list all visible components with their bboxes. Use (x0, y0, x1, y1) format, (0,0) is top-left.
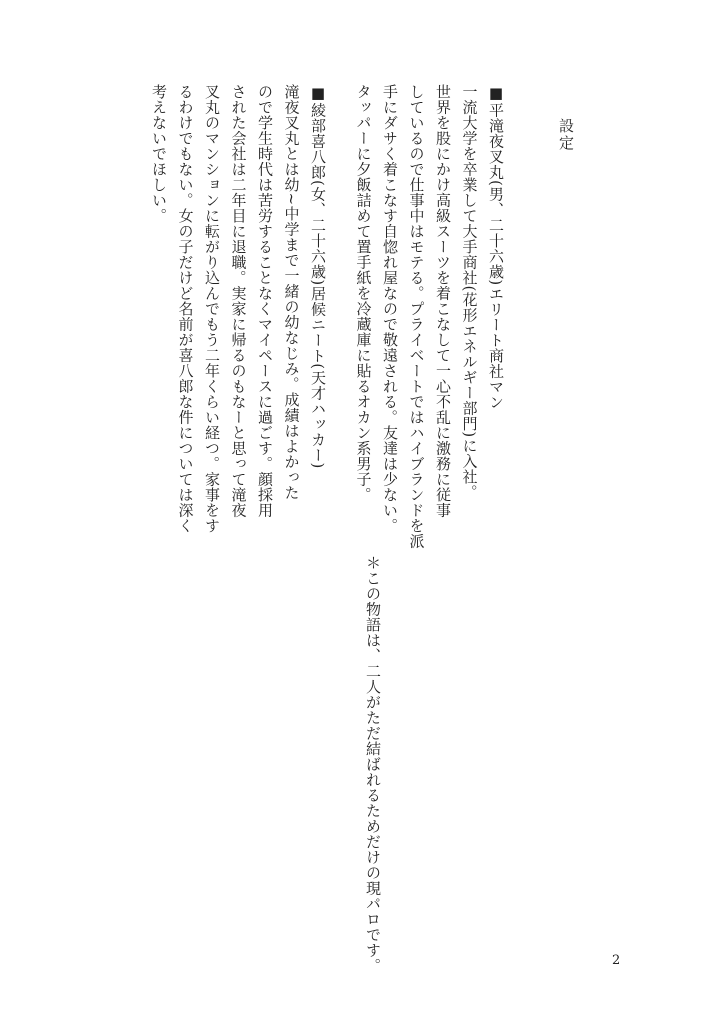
profile-line: 滝夜叉丸とは幼~中学まで一緒の幼なじみ。成績はよかった (282, 84, 301, 501)
profile-line: るわけでもない。女の子だけど名前が喜八郎な件については深く (176, 84, 195, 534)
profile-line: ■平滝夜叉丸(男、二十六歳)エリート商社マン (487, 84, 505, 410)
page-heading: 設定 (557, 118, 575, 152)
profile-line: 考えないでほしい。 (150, 84, 168, 224)
page-number: 2 (612, 953, 621, 968)
profile-line: 一流大学を卒業して大手商社(花形エネルギー部門)に入社。 (460, 84, 479, 500)
profile-line: タッパーに夕飯詰めて置手紙を冷蔵庫に貼るオカン系男子。 (354, 84, 373, 503)
character-profile-kihachiro (146, 84, 332, 534)
profile-line: 叉丸のマンションに転がり込んでもう二年くらい経つ。家事をす (203, 84, 221, 534)
profile-line: ので学生時代は苦労することなくマイペースに過ごす。顔採用 (256, 84, 274, 518)
profile-line: された会社は二年目に退職。実家に帰るのもなーと思って滝夜 (229, 84, 248, 518)
profile-line: 手にダサく着こなす自惚れ屋なので敬遠される。友達は少ない。 (381, 84, 399, 534)
profile-line: ■綾部喜八郎(女、二十六歳)居候ニート(天才ハッカー) (309, 84, 327, 469)
story-note (360, 555, 387, 974)
profile-line: 世界を股にかけ高級スーツを着こなして一心不乱に激務に従事 (434, 84, 452, 518)
profile-line: しているので仕事中はモテる。プライベートではハイブランドを派 (407, 84, 426, 549)
character-profile-takiyasha (350, 84, 509, 549)
note-line: ＊この物語は、二人がただ結ばれるためだけの現パロです。 (364, 555, 382, 974)
